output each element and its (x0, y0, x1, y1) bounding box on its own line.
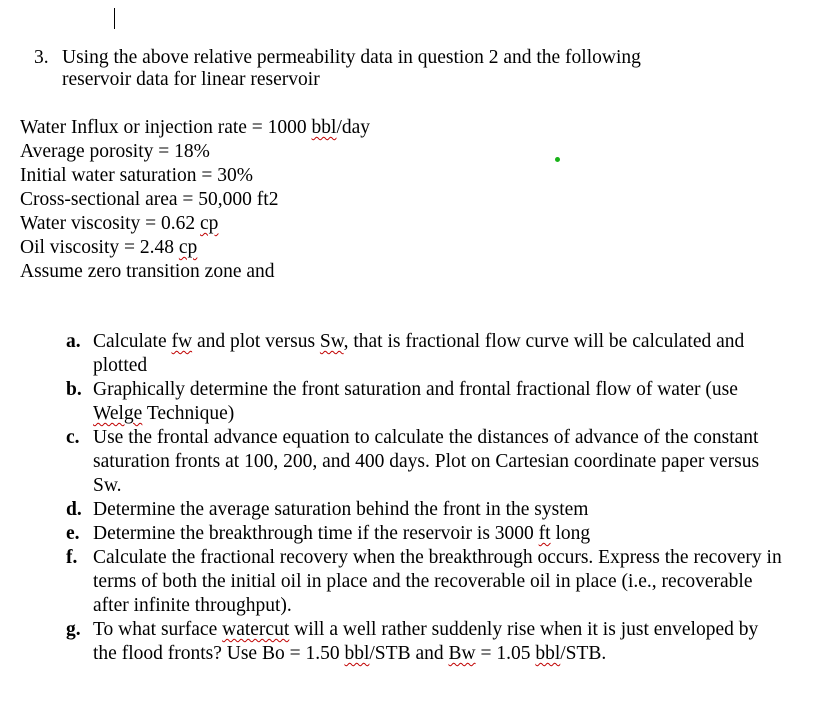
subquestion-item (66, 330, 786, 378)
reservoir-data-item (20, 116, 370, 140)
spellcheck-word: bbl (311, 117, 337, 138)
subquestion-item (66, 546, 786, 618)
subquestion-text: Determine the breakthrough time if the reservoir is 3000 (93, 523, 539, 544)
subquestion-text: = 1.05 (475, 643, 536, 664)
subquestion-text: Use the frontal advance equation to calculate the distances of advance of the constant saturation fronts at 100, 200, and 400 days. Plot on Cartesian coordinate paper versus Sw. (93, 427, 760, 496)
question-line-1: Using the above relative permeability data in question 2 and the following (62, 47, 641, 68)
spellcheck-word: Sw (319, 331, 344, 352)
subquestion-item (66, 378, 786, 426)
subquestion-text: Calculate the fractional recovery when the breakthrough occurs. Express the recovery in terms of both the initial oil in place and the recoverable oil in place (i.e., recoverable after infinite throughput). (93, 547, 782, 616)
subquestion-item (66, 426, 786, 498)
subquestion-item (66, 498, 786, 522)
reservoir-data-item (20, 188, 370, 212)
spellcheck-word: cp (178, 237, 198, 258)
data-text: Water Influx or injection rate = 1000 (20, 117, 312, 138)
reservoir-data-item (20, 212, 370, 236)
spellcheck-word: Bw (448, 643, 476, 664)
data-text: Initial water saturation = 30% (20, 165, 254, 186)
spellcheck-word: fw (171, 331, 193, 352)
question-heading (34, 47, 641, 91)
spellcheck-word: ft (538, 523, 551, 544)
subquestion-text: Calculate (93, 331, 172, 352)
spellcheck-word: watercut (222, 619, 290, 640)
data-text: /day (336, 117, 371, 138)
text-cursor (114, 8, 115, 29)
subquestion-marker: b. (66, 379, 82, 400)
data-text: Average porosity = 18% (20, 141, 210, 162)
spellcheck-word: cp (200, 213, 219, 234)
reservoir-data-item (20, 164, 370, 188)
question-number: 3. (34, 47, 49, 68)
subquestion-item (66, 522, 786, 546)
subquestion-text: To what surface (93, 619, 223, 640)
data-text: Assume zero transition zone and (20, 261, 275, 282)
subquestion-marker: a. (66, 331, 81, 352)
subquestion-text: and plot versus (192, 331, 320, 352)
subquestion-text: /STB. (560, 643, 607, 664)
data-text: Cross-sectional area = 50,000 ft2 (20, 189, 279, 210)
subquestion-list (66, 330, 786, 666)
subquestion-marker: g. (66, 619, 81, 640)
subquestion-marker: e. (66, 523, 80, 544)
question-line-2: reservoir data for linear reservoir (62, 69, 320, 90)
reservoir-data-item (20, 260, 370, 284)
subquestion-marker: d. (66, 499, 82, 520)
reservoir-data-item (20, 140, 370, 164)
subquestion-text: , that is fractional flow curve will be calculated and plotted (93, 331, 745, 376)
subquestion-text: Graphically determine the front saturation and frontal fractional flow of water (use (93, 379, 738, 400)
reservoir-data-list (20, 116, 370, 284)
reservoir-data-item (20, 236, 370, 260)
subquestion-text: Technique) (142, 403, 235, 424)
subquestion-marker: f. (66, 547, 78, 568)
subquestion-text: will a well rather suddenly rise when it is just enveloped by the flood fronts? Use Bo = 1.50 (93, 619, 759, 664)
data-text: Oil viscosity = 2.48 (20, 237, 179, 258)
subquestion-item (66, 618, 786, 666)
spellcheck-word: Welge (93, 403, 143, 424)
green-dot-marker (555, 157, 560, 162)
subquestion-text: long (550, 523, 591, 544)
spellcheck-word: bbl (535, 643, 561, 664)
data-text: Water viscosity = 0.62 (20, 213, 201, 234)
subquestion-text: /STB and (369, 643, 449, 664)
subquestion-text: Determine the average saturation behind the front in the system (93, 499, 589, 520)
subquestion-marker: c. (66, 427, 80, 448)
spellcheck-word: bbl (344, 643, 370, 664)
